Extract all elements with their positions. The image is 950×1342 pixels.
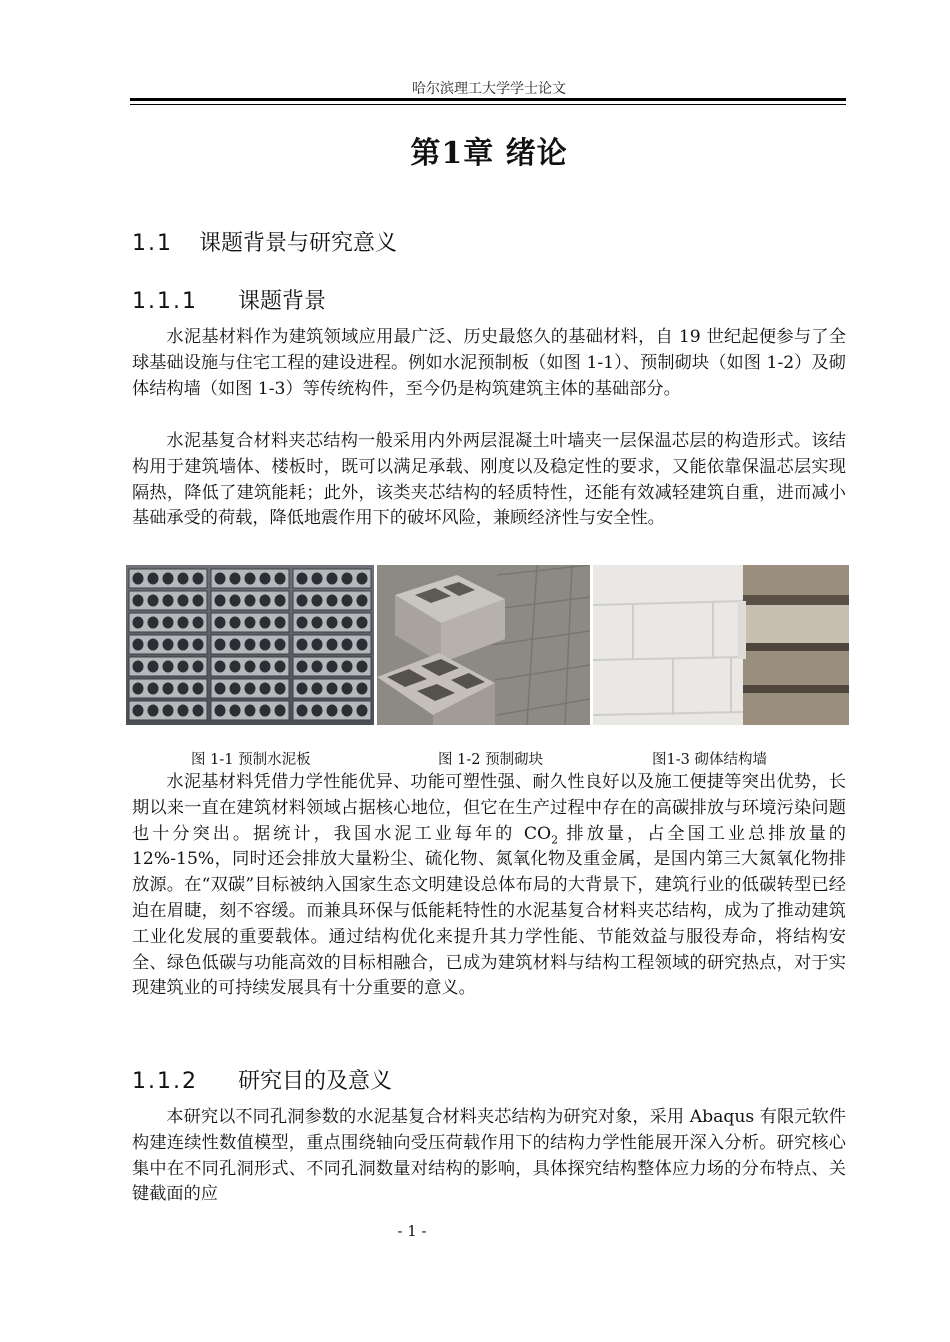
page-number: - 1 - xyxy=(397,1222,427,1240)
paragraph-1: 水泥基材料作为建筑领域应用最广泛、历史最悠久的基础材料，自 19 世纪起便参与了全球基础设施与住宅工程的建设进程。例如水泥预制板（如图 1-1）、预制砌块（如图 1-2）及砌体结构墙（如图 1-3）等传统构件，至今仍是构筑建筑主体的基础部分。 xyxy=(132,327,846,399)
section-number: 1.1.2 xyxy=(132,1069,198,1094)
paragraph-3 xyxy=(132,770,846,1002)
figure-masonry-wall-photo xyxy=(593,565,849,725)
section-number: 1.1 xyxy=(132,231,173,256)
paragraph-4: 本研究以不同孔洞参数的水泥基复合材料夹芯结构为研究对象，采用 Abaqus 有限元软件构建连续性数值模型，重点围绕轴向受压荷载作用下的结构力学性能展开深入分析。研究核心集中在不同孔洞形式、不同孔洞数量对结构的影响，具体探究结构整体应力场的分布特点、关键截面的应 xyxy=(132,1107,846,1205)
section-number: 1.1.1 xyxy=(132,289,198,314)
paragraph-2: 水泥基复合材料夹芯结构一般采用内外两层混凝土叶墙夹一层保温芯层的构造形式。该结构用于建筑墙体、楼板时，既可以满足承载、刚度以及稳定性的要求，又能依靠保温芯层实现隔热，降低了建筑能耗；此外，该类夹芯结构的轻质特性，还能有效减轻建筑自重，进而减小基础承受的荷载，降低地震作用下的破坏风险，兼顾经济性与安全性。 xyxy=(132,431,846,529)
section-heading-1-1-2 xyxy=(132,1064,392,1095)
section-title: 研究目的及意义 xyxy=(237,1069,392,1094)
header-rule-thin xyxy=(130,104,846,105)
running-header: 哈尔滨理工大学学士论文 xyxy=(412,81,566,97)
paragraph-3-part-2: 排放量，占全国工业总排放量的 12%-15%，同时还会排放大量粉尘、硫化物、氮氧化物及重金属，是国内第三大氮氧化物排放源。在“双碳”目标被纳入国家生态文明建设总体布局的大背景下，建筑行业的低碳转型已经迫在眉睫，刻不容缓。而兼具环保与低能耗特性的水泥基复合材料夹芯结构，成为了推动建筑工业化发展的重要载体。通过结构优化来提升其力学性能、节能效益与服役寿命，将结构安全、绿色低碳与功能高效的目标相融合，已成为建筑材料与结构工程领域的研究热点，对于实现建筑业的可持续发展具有十分重要的意义。 xyxy=(132,823,846,999)
section-heading-1-1 xyxy=(132,226,397,257)
header-rule-thick xyxy=(130,98,846,101)
paragraph-3-part-1: 水泥基材料凭借力学性能优异、功能可塑性强、耐久性良好以及施工便捷等突出优势，长期以来一直在建筑材料领域占据核心地位，但它在生产过程中存在的高碳排放与环境污染问题也十分突出。据统计，我国水泥工业每年的 xyxy=(132,772,846,844)
figure-caption-1-1: 图 1-1 预制水泥板 xyxy=(191,752,311,768)
figure-caption-1-3: 图1-3 砌体结构墙 xyxy=(652,752,767,768)
chapter-title: 第1章 绪论 xyxy=(410,136,568,171)
figure-caption-1-2: 图 1-2 预制砌块 xyxy=(438,752,544,768)
section-heading-1-1-1 xyxy=(132,284,326,315)
co2-formula: $CO_2$ xyxy=(523,823,559,847)
figure-precast-panels-photo xyxy=(126,565,374,725)
figure-concrete-block-photo xyxy=(377,565,590,725)
section-title: 课题背景 xyxy=(237,289,326,314)
section-title: 课题背景与研究意义 xyxy=(199,231,398,256)
